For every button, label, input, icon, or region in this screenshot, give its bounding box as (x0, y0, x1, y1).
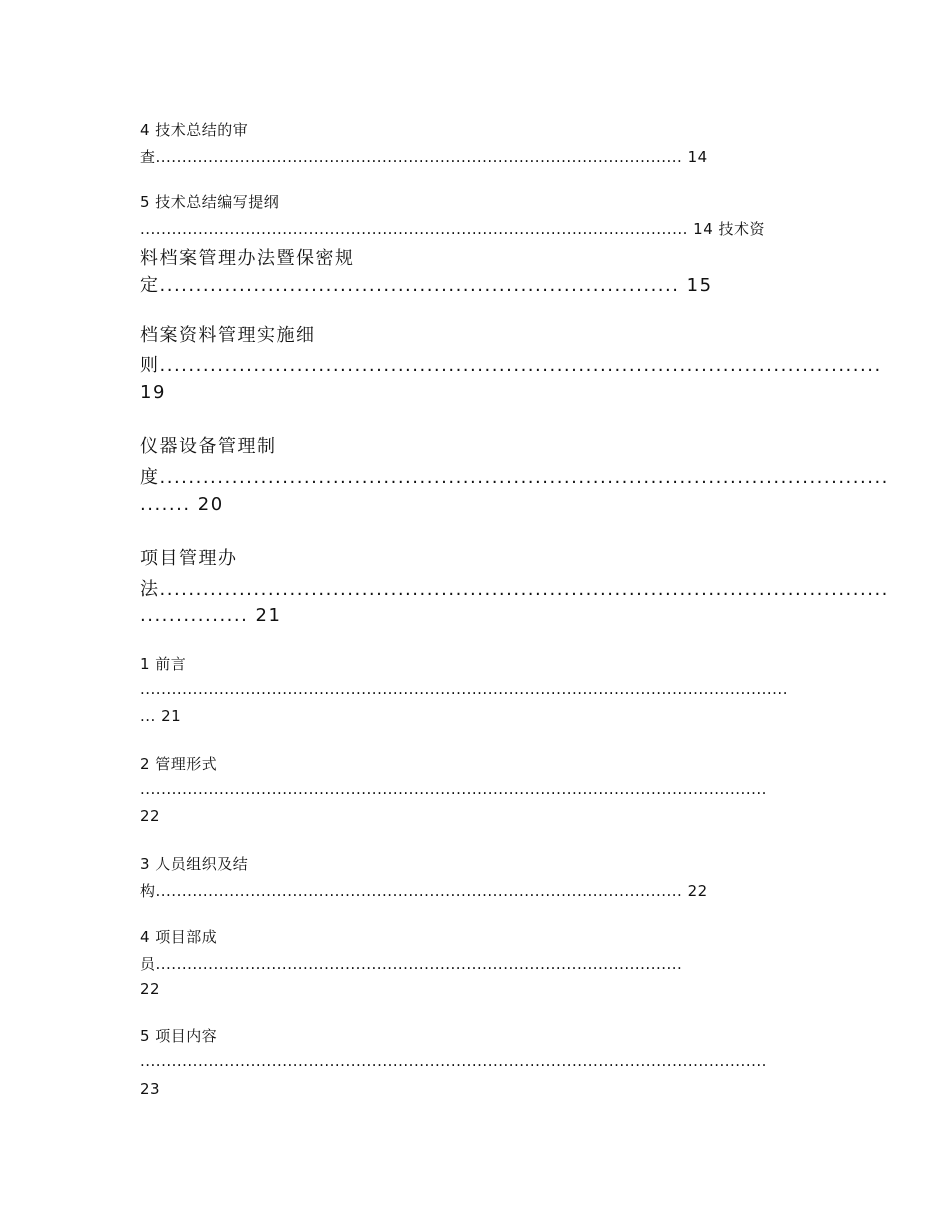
toc-entry-title: 档案资料管理实施细 (140, 325, 316, 346)
toc-entry-leader: 度..................................................................................................... (140, 467, 889, 488)
toc-entry-leader: ........................................................................................................ 14 技术资 (140, 220, 766, 238)
toc-entry-title: 5 技术总结编写提纲 (140, 193, 280, 211)
toc-entry-leader: 法..................................................................................................... (140, 579, 889, 600)
toc-entry-title: 4 技术总结的审 (140, 121, 249, 139)
toc-entry-page: ............... 21 (140, 605, 282, 626)
toc-entry-title: 项目管理办 (140, 548, 238, 569)
toc-entry-title: 料档案管理办法暨保密规 (140, 248, 355, 269)
toc-entry-leader: 定........................................................................ 15 (140, 275, 713, 296)
toc-entry-title: 3 人员组织及结 (140, 855, 249, 873)
toc-entry-leader: 查.................................................................................................... 14 (140, 148, 708, 166)
toc-entry-page: 19 (140, 382, 166, 403)
toc-entry-leader: ....................................................................................................................... (140, 1052, 767, 1070)
toc-entry-page: 22 (140, 980, 161, 998)
toc-entry-page: 22 (140, 807, 161, 825)
toc-entry-title: 1 前言 (140, 655, 187, 673)
toc-entry-leader: 则.................................................................................................... (140, 355, 882, 376)
toc-entry-title: 2 管理形式 (140, 755, 218, 773)
toc-entry-leader: 构.................................................................................................... 22 (140, 882, 708, 900)
toc-entry-leader: 员.................................................................................................... (140, 955, 683, 973)
toc-entry-leader: ........................................................................................................................... (140, 680, 788, 698)
toc-entry-page: 23 (140, 1080, 161, 1098)
toc-entry-page: ... 21 (140, 707, 182, 725)
toc-entry-leader: ....................................................................................................................... (140, 780, 767, 798)
toc-entry-page: ....... 20 (140, 494, 224, 515)
toc-entry-title: 5 项目内容 (140, 1027, 218, 1045)
toc-entry-title: 4 项目部成 (140, 928, 218, 946)
toc-entry-title: 仪器设备管理制 (140, 436, 277, 457)
